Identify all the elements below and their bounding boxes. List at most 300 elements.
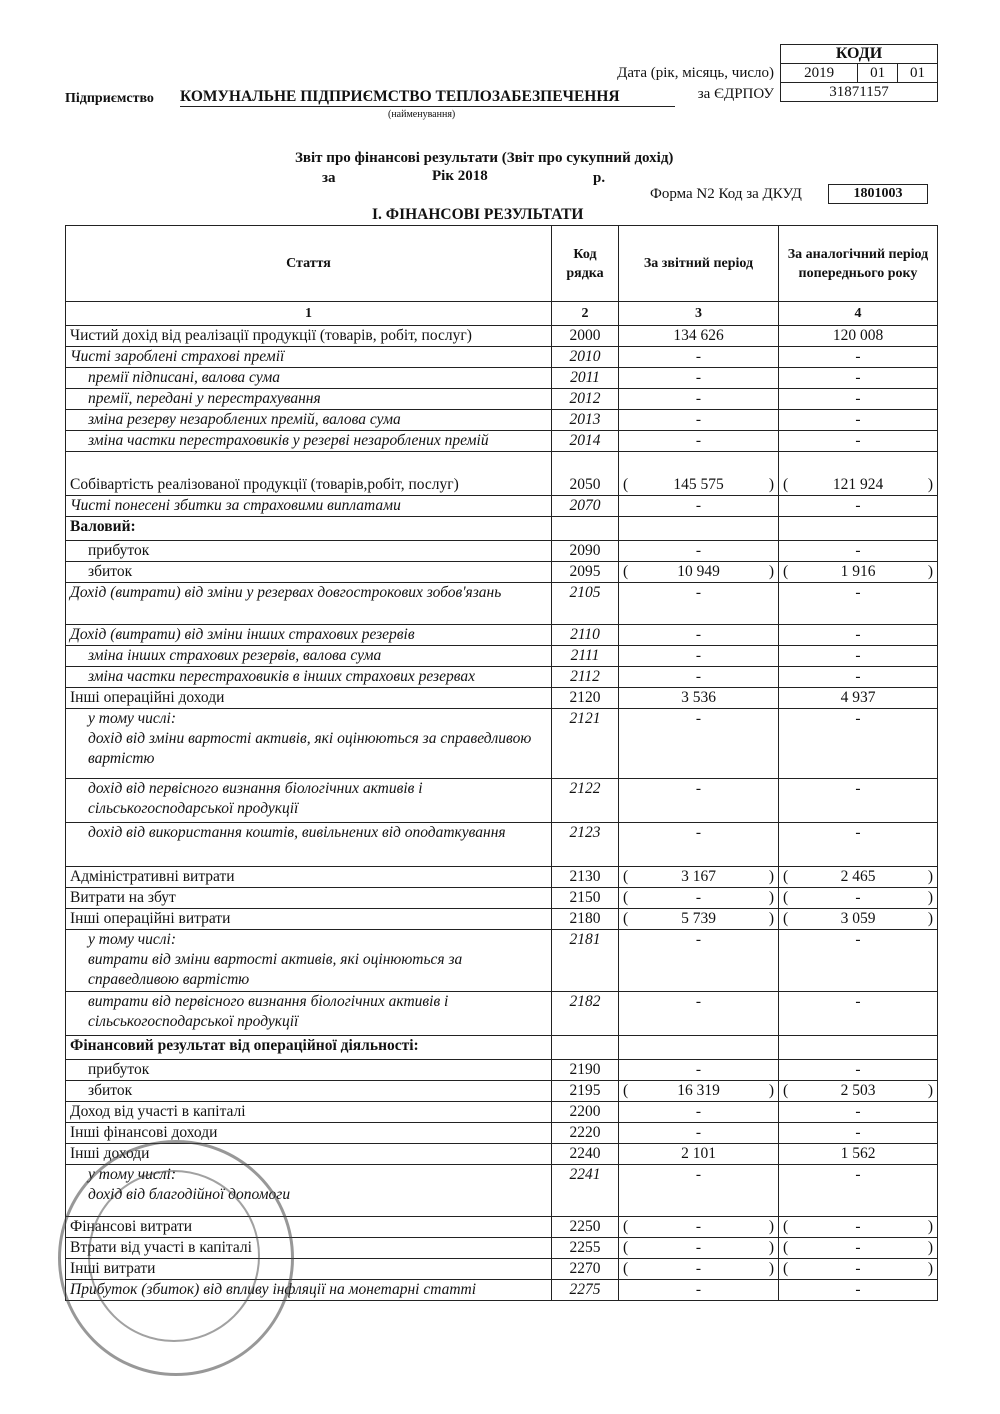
row-previous-value [779, 1081, 938, 1102]
row-previous-value: - [779, 1123, 938, 1144]
row-code: 2121 [552, 709, 619, 779]
row-current-value: - [619, 1060, 779, 1081]
row-current-value [619, 909, 779, 930]
open-paren: ( [623, 1218, 629, 1235]
table-row [66, 888, 938, 909]
row-previous-value: - [779, 779, 938, 823]
row-code: 2270 [552, 1259, 619, 1280]
row-current-value: - [619, 625, 779, 646]
report-period: Рік 2018 [432, 168, 488, 184]
row-previous-value: - [779, 1280, 938, 1301]
open-paren: ( [623, 1260, 629, 1277]
row-article-text: Інші фінансові доходи [70, 1124, 218, 1141]
row-article-text: Витрати на збут [70, 889, 176, 906]
parenthesized-value [783, 1238, 933, 1258]
close-paren: ) [927, 476, 933, 493]
row-previous-value [779, 517, 938, 541]
row-article [66, 541, 552, 562]
close-paren: ) [768, 476, 774, 493]
parenthesized-value [783, 1081, 933, 1101]
table-row [66, 1123, 938, 1144]
row-article-text: дохід від первісного визнання біологічних активів і сільськогосподарської продукції [88, 780, 423, 817]
row-current-value [619, 452, 779, 496]
table-row [66, 709, 938, 779]
row-article [66, 431, 552, 452]
parenthesized-value [783, 1217, 933, 1237]
row-code [552, 1036, 619, 1060]
row-current-value: - [619, 368, 779, 389]
row-article [66, 823, 552, 867]
row-current-value: - [619, 389, 779, 410]
row-current-value: - [619, 1280, 779, 1301]
parenthesized-value [623, 1081, 774, 1101]
row-article-text: витрати від первісного визнання біологічних активів і сільськогосподарської продукції [88, 993, 449, 1030]
row-article-text: Інші операційні доходи [70, 689, 225, 706]
table-row [66, 909, 938, 930]
row-code: 2000 [552, 326, 619, 347]
parenthesized-value [783, 475, 933, 495]
row-previous-value: - [779, 583, 938, 625]
row-article-text: дохід від використання коштів, вивільнених від оподаткування [88, 824, 506, 841]
row-code: 2123 [552, 823, 619, 867]
value: 121 924 [832, 476, 884, 493]
row-current-value: 2 101 [619, 1144, 779, 1165]
row-current-value: - [619, 667, 779, 688]
date-month: 01 [858, 64, 898, 83]
row-current-value [619, 1081, 779, 1102]
table-row [66, 1081, 938, 1102]
row-article-subtext: витрати від зміни вартості активів, які оцінюються за справедливою вартістю [88, 951, 463, 988]
row-code: 2111 [552, 646, 619, 667]
value: - [695, 889, 702, 906]
row-code: 2112 [552, 667, 619, 688]
table-row [66, 930, 938, 992]
row-code: 2105 [552, 583, 619, 625]
row-article [66, 667, 552, 688]
open-paren: ( [783, 889, 789, 906]
table-row [66, 517, 938, 541]
row-article [66, 347, 552, 368]
row-article [66, 888, 552, 909]
parenthesized-value [783, 1259, 933, 1279]
row-article-text: премії підписані, валова сума [88, 369, 280, 386]
row-code: 2255 [552, 1238, 619, 1259]
table-row [66, 452, 938, 496]
row-current-value: - [619, 1165, 779, 1217]
close-paren: ) [927, 1082, 933, 1099]
close-paren: ) [768, 868, 774, 885]
row-article [66, 688, 552, 709]
open-paren: ( [783, 563, 789, 580]
parenthesized-value [623, 867, 774, 887]
parenthesized-value [783, 867, 933, 887]
row-previous-value [779, 1259, 938, 1280]
table-row [66, 562, 938, 583]
row-article [66, 909, 552, 930]
value: 3 059 [840, 910, 876, 927]
table-row [66, 431, 938, 452]
row-previous-value: - [779, 1102, 938, 1123]
row-article [66, 992, 552, 1036]
colnum-2: 2 [552, 302, 619, 326]
row-article [66, 517, 552, 541]
table-row [66, 541, 938, 562]
row-previous-value: - [779, 930, 938, 992]
row-previous-value: - [779, 541, 938, 562]
open-paren: ( [623, 563, 629, 580]
close-paren: ) [768, 1239, 774, 1256]
close-paren: ) [927, 1239, 933, 1256]
report-title: Звіт про фінансові результати (Звіт про сукупний дохід) [295, 150, 674, 166]
row-code: 2250 [552, 1217, 619, 1238]
colnum-1: 1 [66, 302, 552, 326]
company-name: КОМУНАЛЬНЕ ПІДПРИЄМСТВО ТЕПЛОЗАБЕЗПЕЧЕННЯ [180, 88, 675, 107]
open-paren: ( [623, 476, 629, 493]
row-article-text: у тому числі: [88, 710, 177, 727]
row-previous-value: 120 008 [779, 326, 938, 347]
row-article-text: Інші доходи [70, 1145, 150, 1162]
row-current-value [619, 888, 779, 909]
row-code: 2011 [552, 368, 619, 389]
row-article [66, 1123, 552, 1144]
row-current-value: - [619, 1102, 779, 1123]
value: - [855, 1260, 861, 1277]
row-code: 2200 [552, 1102, 619, 1123]
row-code: 2180 [552, 909, 619, 930]
row-article [66, 452, 552, 496]
row-current-value [619, 517, 779, 541]
row-current-value: - [619, 541, 779, 562]
row-article-text: зміна резерву незароблених премій, валова сума [88, 411, 401, 428]
row-code: 2275 [552, 1280, 619, 1301]
close-paren: ) [768, 1260, 774, 1277]
table-row [66, 410, 938, 431]
table-row [66, 688, 938, 709]
codes-box [780, 44, 938, 102]
row-article [66, 625, 552, 646]
row-article [66, 930, 552, 992]
table-row [66, 667, 938, 688]
header-article: Стаття [66, 226, 552, 302]
row-current-value: - [619, 646, 779, 667]
row-previous-value [779, 1238, 938, 1259]
value: - [855, 889, 861, 906]
header-current: За звітний період [619, 226, 779, 302]
open-paren: ( [783, 1082, 789, 1099]
row-code: 2130 [552, 867, 619, 888]
table-row [66, 867, 938, 888]
value: 145 575 [673, 476, 724, 493]
value: 16 319 [677, 1082, 720, 1099]
row-current-value [619, 1259, 779, 1280]
row-code: 2182 [552, 992, 619, 1036]
row-article-text: Чисті понесені збитки за страховими виплатами [70, 497, 401, 514]
row-article [66, 1036, 552, 1060]
parenthesized-value [623, 909, 774, 929]
parenthesized-value [623, 475, 774, 495]
row-previous-value: - [779, 389, 938, 410]
table-row [66, 1060, 938, 1081]
close-paren: ) [768, 1082, 774, 1099]
form-code: 1801003 [828, 184, 928, 204]
row-article-text: Валовий: [70, 518, 136, 535]
row-previous-value: - [779, 347, 938, 368]
row-article-text: премії, передані у перестрахування [88, 390, 321, 407]
close-paren: ) [768, 910, 774, 927]
row-article-text: Адміністративні витрати [70, 868, 235, 885]
value: - [855, 1239, 861, 1256]
row-article [66, 368, 552, 389]
header-previous: За аналогічний період попереднього року [779, 226, 938, 302]
row-previous-value [779, 452, 938, 496]
row-code: 2240 [552, 1144, 619, 1165]
parenthesized-value [623, 888, 774, 908]
row-article-text: Фінансові витрати [70, 1218, 193, 1235]
open-paren: ( [783, 868, 789, 885]
row-current-value: - [619, 347, 779, 368]
row-article [66, 1060, 552, 1081]
row-article-text: Чисті зароблені страхові премії [70, 348, 285, 365]
date-day: 01 [898, 64, 938, 83]
row-article-text: збиток [88, 563, 133, 580]
row-current-value: - [619, 930, 779, 992]
row-current-value: 3 536 [619, 688, 779, 709]
row-code: 2070 [552, 496, 619, 517]
close-paren: ) [927, 910, 933, 927]
row-code: 2241 [552, 1165, 619, 1217]
row-code: 2220 [552, 1123, 619, 1144]
parenthesized-value [623, 1259, 774, 1279]
row-article [66, 1102, 552, 1123]
table-row [66, 625, 938, 646]
row-code: 2013 [552, 410, 619, 431]
row-code: 2095 [552, 562, 619, 583]
table-row [66, 389, 938, 410]
value: 2 503 [840, 1082, 876, 1099]
row-article-text: зміна інших страхових резервів, валова сума [88, 647, 382, 664]
open-paren: ( [783, 1239, 789, 1256]
row-article-text: Втрати від участі в капіталі [70, 1239, 252, 1256]
table-row [66, 347, 938, 368]
row-current-value [619, 867, 779, 888]
value: 1 916 [840, 563, 876, 580]
value: 3 167 [681, 868, 716, 885]
row-code: 2195 [552, 1081, 619, 1102]
open-paren: ( [783, 910, 789, 927]
open-paren: ( [623, 868, 629, 885]
row-article-subtext: дохід від благодійної допомоги [88, 1186, 291, 1203]
row-current-value: - [619, 410, 779, 431]
row-current-value [619, 1036, 779, 1060]
value: 10 949 [677, 563, 720, 580]
close-paren: ) [927, 1260, 933, 1277]
table-row [66, 992, 938, 1036]
open-paren: ( [783, 1218, 789, 1235]
row-code: 2014 [552, 431, 619, 452]
seal-stamp-inner [88, 1170, 260, 1342]
row-code: 2090 [552, 541, 619, 562]
row-previous-value: - [779, 410, 938, 431]
table-row [66, 646, 938, 667]
colnum-3: 3 [619, 302, 779, 326]
close-paren: ) [927, 563, 933, 580]
parenthesized-value [623, 1217, 774, 1237]
open-paren: ( [623, 889, 629, 906]
row-code: 2122 [552, 779, 619, 823]
colnum-4: 4 [779, 302, 938, 326]
close-paren: ) [768, 1218, 774, 1235]
row-previous-value: - [779, 646, 938, 667]
row-article [66, 496, 552, 517]
parenthesized-value [783, 562, 933, 582]
table-row [66, 1036, 938, 1060]
row-article-text: прибуток [88, 1061, 150, 1078]
row-previous-value: - [779, 496, 938, 517]
row-previous-value: - [779, 431, 938, 452]
row-previous-value: - [779, 992, 938, 1036]
row-article [66, 867, 552, 888]
row-previous-value: - [779, 1060, 938, 1081]
form-label: Форма N2 Код за ДКУД [650, 186, 802, 202]
row-article [66, 1081, 552, 1102]
company-name-caption: (найменування) [388, 109, 456, 120]
row-current-value: - [619, 823, 779, 867]
table-row [66, 1102, 938, 1123]
table-row [66, 496, 938, 517]
row-previous-value: 1 562 [779, 1144, 938, 1165]
row-article [66, 779, 552, 823]
open-paren: ( [623, 1082, 629, 1099]
section-title: I. ФІНАНСОВІ РЕЗУЛЬТАТИ [372, 206, 584, 223]
table-row [66, 779, 938, 823]
parenthesized-value [783, 909, 933, 929]
report-r: р. [593, 170, 606, 186]
value: - [695, 1260, 702, 1277]
value: - [855, 1218, 861, 1235]
row-article [66, 646, 552, 667]
row-current-value: - [619, 709, 779, 779]
row-current-value [619, 1238, 779, 1259]
row-article-text: у тому числі: [88, 931, 177, 948]
row-article [66, 562, 552, 583]
row-current-value [619, 1217, 779, 1238]
row-previous-value [779, 909, 938, 930]
row-previous-value: - [779, 667, 938, 688]
table-row [66, 583, 938, 625]
financial-results-table [65, 225, 938, 1301]
row-code: 2181 [552, 930, 619, 992]
value: 2 465 [840, 868, 876, 885]
row-code: 2050 [552, 452, 619, 496]
row-article-text: зміна частки перестраховиків у резерві незароблених премій [88, 432, 489, 449]
row-previous-value: - [779, 1165, 938, 1217]
row-article [66, 326, 552, 347]
row-article-text: Інші операційні витрати [70, 910, 231, 927]
row-previous-value [779, 562, 938, 583]
row-article-text: збиток [88, 1082, 133, 1099]
row-code: 2120 [552, 688, 619, 709]
table-row [66, 823, 938, 867]
row-previous-value: 4 937 [779, 688, 938, 709]
value: - [695, 1218, 702, 1235]
close-paren: ) [927, 889, 933, 906]
row-article-text: у тому числі: [88, 1166, 177, 1183]
open-paren: ( [783, 476, 789, 493]
open-paren: ( [623, 1239, 629, 1256]
row-article-text: Доход від участі в капіталі [70, 1103, 246, 1120]
row-current-value: 134 626 [619, 326, 779, 347]
company-label: Підприємство [65, 91, 154, 106]
parenthesized-value [623, 562, 774, 582]
row-article-text: Дохід (витрати) від зміни у резервах довгострокових зобов'язань [70, 584, 502, 601]
row-current-value: - [619, 496, 779, 517]
row-code: 2010 [552, 347, 619, 368]
row-article-text: Прибуток (збиток) від впливу інфляції на монетарні статті [70, 1281, 477, 1298]
row-previous-value [779, 1217, 938, 1238]
row-article-text: зміна частки перестраховиків в інших страхових резервах [88, 668, 475, 685]
row-code: 2190 [552, 1060, 619, 1081]
close-paren: ) [768, 563, 774, 580]
edrpou-code: 31871157 [781, 83, 938, 102]
open-paren: ( [623, 910, 629, 927]
row-code: 2150 [552, 888, 619, 909]
row-article-text: Фінансовий результат від операційної діяльності: [70, 1037, 419, 1054]
date-year: 2019 [781, 64, 858, 83]
value: 5 739 [681, 910, 716, 927]
row-previous-value [779, 867, 938, 888]
row-article-text: Чистий дохід від реалізації продукції (товарів, робіт, послуг) [70, 327, 472, 344]
row-article [66, 709, 552, 779]
table-row [66, 326, 938, 347]
row-previous-value: - [779, 625, 938, 646]
parenthesized-value [623, 1238, 774, 1258]
row-previous-value [779, 1036, 938, 1060]
row-article-text: прибуток [88, 542, 150, 559]
row-article-text: Дохід (витрати) від зміни інших страхових резервів [70, 626, 415, 643]
row-current-value: - [619, 1123, 779, 1144]
row-code [552, 517, 619, 541]
row-article [66, 410, 552, 431]
edrpou-label: за ЄДРПОУ [697, 86, 774, 102]
header-code: Код рядка [552, 226, 619, 302]
date-label: Дата (рік, місяць, число) [617, 65, 774, 81]
codes-header: КОДИ [781, 45, 938, 64]
report-za: за [322, 170, 336, 186]
row-current-value: - [619, 431, 779, 452]
close-paren: ) [768, 889, 774, 906]
row-previous-value: - [779, 823, 938, 867]
table-row [66, 368, 938, 389]
parenthesized-value [783, 888, 933, 908]
row-current-value: - [619, 779, 779, 823]
row-article-subtext: дохід від зміни вартості активів, які оцінюються за справедливою вартістю [88, 730, 532, 767]
row-article-text: Інші витрати [70, 1260, 156, 1277]
row-code: 2110 [552, 625, 619, 646]
row-previous-value: - [779, 709, 938, 779]
row-previous-value: - [779, 368, 938, 389]
open-paren: ( [783, 1260, 789, 1277]
row-code: 2012 [552, 389, 619, 410]
row-previous-value [779, 888, 938, 909]
row-current-value: - [619, 992, 779, 1036]
close-paren: ) [927, 1218, 933, 1235]
row-article [66, 389, 552, 410]
row-current-value [619, 562, 779, 583]
row-article-text: Собівартість реалізованої продукції (товарів,робіт, послуг) [70, 476, 459, 493]
row-current-value: - [619, 583, 779, 625]
row-article [66, 583, 552, 625]
close-paren: ) [927, 868, 933, 885]
